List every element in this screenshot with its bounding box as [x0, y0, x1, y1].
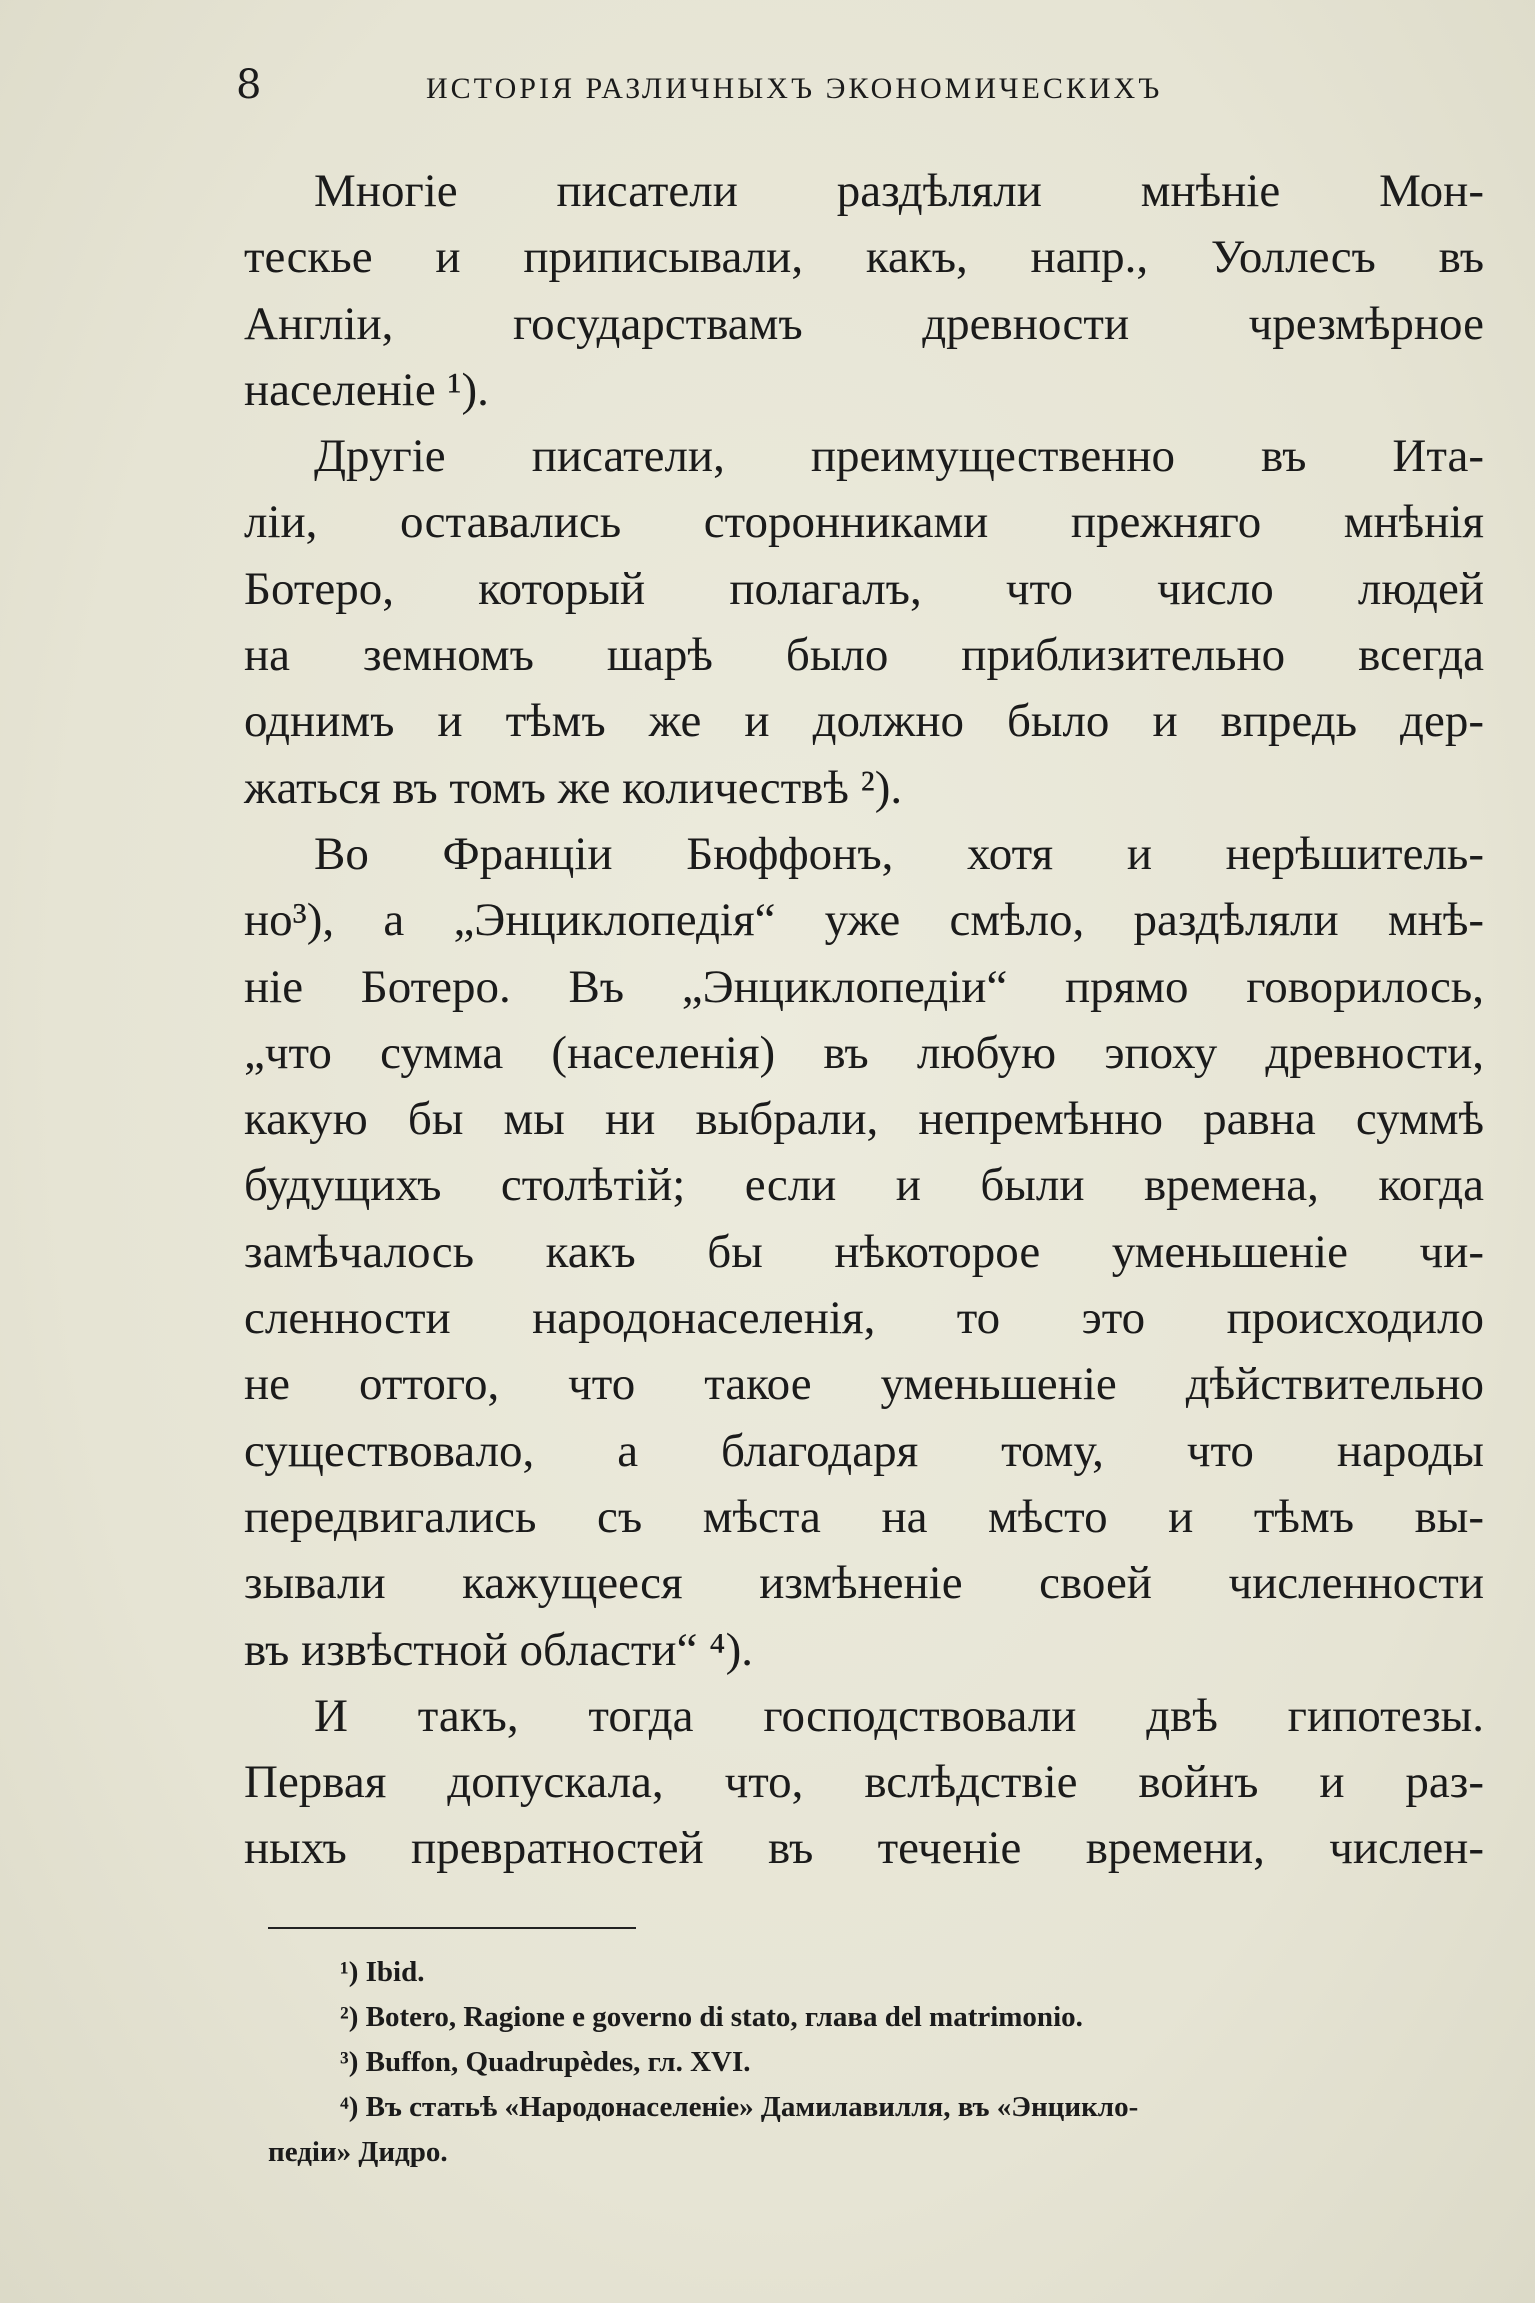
footnote: ¹) Ibid.	[340, 1956, 425, 1988]
text-line: передвигались съ мѣста на мѣсто и тѣмъ вы-	[244, 1490, 1484, 1543]
text-line: будущихъ столѣтій; если и были времена, когда	[244, 1159, 1484, 1212]
text-line: существовало, а благодаря тому, что народы	[244, 1424, 1484, 1477]
running-head: ИСТОРІЯ РАЗЛИЧНЫХЪ ЭКОНОМИЧЕСКИХЪ	[426, 72, 1163, 105]
page-number: 8	[236, 62, 262, 108]
text-line: Многіе писатели раздѣляли мнѣніе Мон-	[314, 165, 1484, 217]
footnote: ³) Buffon, Quadrupèdes, гл. XVI.	[340, 2046, 751, 2078]
footnotes	[268, 1950, 1494, 2175]
footnote: педіи» Дидро.	[268, 2136, 448, 2168]
footnote-separator	[268, 1927, 636, 1929]
text-line: Другіе писатели, преимущественно въ Ита-	[314, 430, 1484, 483]
text-line: сленности народонаселенія, то это происходило	[244, 1292, 1484, 1345]
text-line: замѣчалось какъ бы нѣкоторое уменьшеніе чи-	[244, 1225, 1484, 1278]
text-line: населеніе ¹).	[244, 363, 489, 416]
text-line: Во Франціи Бюффонъ, хотя и нерѣшитель-	[314, 827, 1484, 880]
text-line: Ботеро, который полагалъ, что число людей	[244, 562, 1484, 615]
text-line: Первая допускала, что, вслѣдствіе войнъ и раз-	[244, 1756, 1484, 1809]
text-line: ліи, оставались сторонниками прежняго мнѣнія	[244, 496, 1484, 549]
main-text	[244, 158, 1484, 1882]
text-line: „что сумма (населенія) въ любую эпоху древности,	[244, 1026, 1484, 1079]
text-line: но³), а „Энциклопедія“ уже смѣло, раздѣляли мнѣ-	[244, 894, 1484, 947]
text-line: Англіи, государствамъ древности чрезмѣрное	[244, 297, 1484, 350]
text-line: однимъ и тѣмъ же и должно было и впредь дер-	[244, 695, 1484, 748]
text-line: тескье и приписывали, какъ, напр., Уоллесъ въ	[244, 231, 1484, 284]
text-line: жаться въ томъ же количествѣ ²).	[244, 761, 903, 814]
text-line: ніе Ботеро. Въ „Энциклопедіи“ прямо говорилось,	[244, 960, 1484, 1013]
text-line: не оттого, что такое уменьшеніе дѣйствительно	[244, 1358, 1484, 1411]
text-line: на земномъ шарѣ было приблизительно всегда	[244, 629, 1484, 682]
text-line: въ извѣстной области“ ⁴).	[244, 1623, 753, 1676]
footnote: ²) Botero, Ragione e governo di stato, глава del matrimonio.	[340, 2001, 1083, 2033]
text-line: какую бы мы ни выбрали, непремѣнно равна суммѣ	[244, 1093, 1484, 1146]
text-line: И такъ, тогда господствовали двѣ гипотезы.	[314, 1689, 1484, 1742]
page-header	[236, 62, 1486, 122]
text-line: зывали кажущееся измѣненіе своей численности	[244, 1557, 1484, 1610]
text-line: ныхъ превратностей въ теченіе времени, числен-	[244, 1822, 1484, 1875]
footnote: ⁴) Въ статьѣ «Народонаселеніе» Дамилавилля, въ «Энцикло-	[340, 2091, 1139, 2123]
